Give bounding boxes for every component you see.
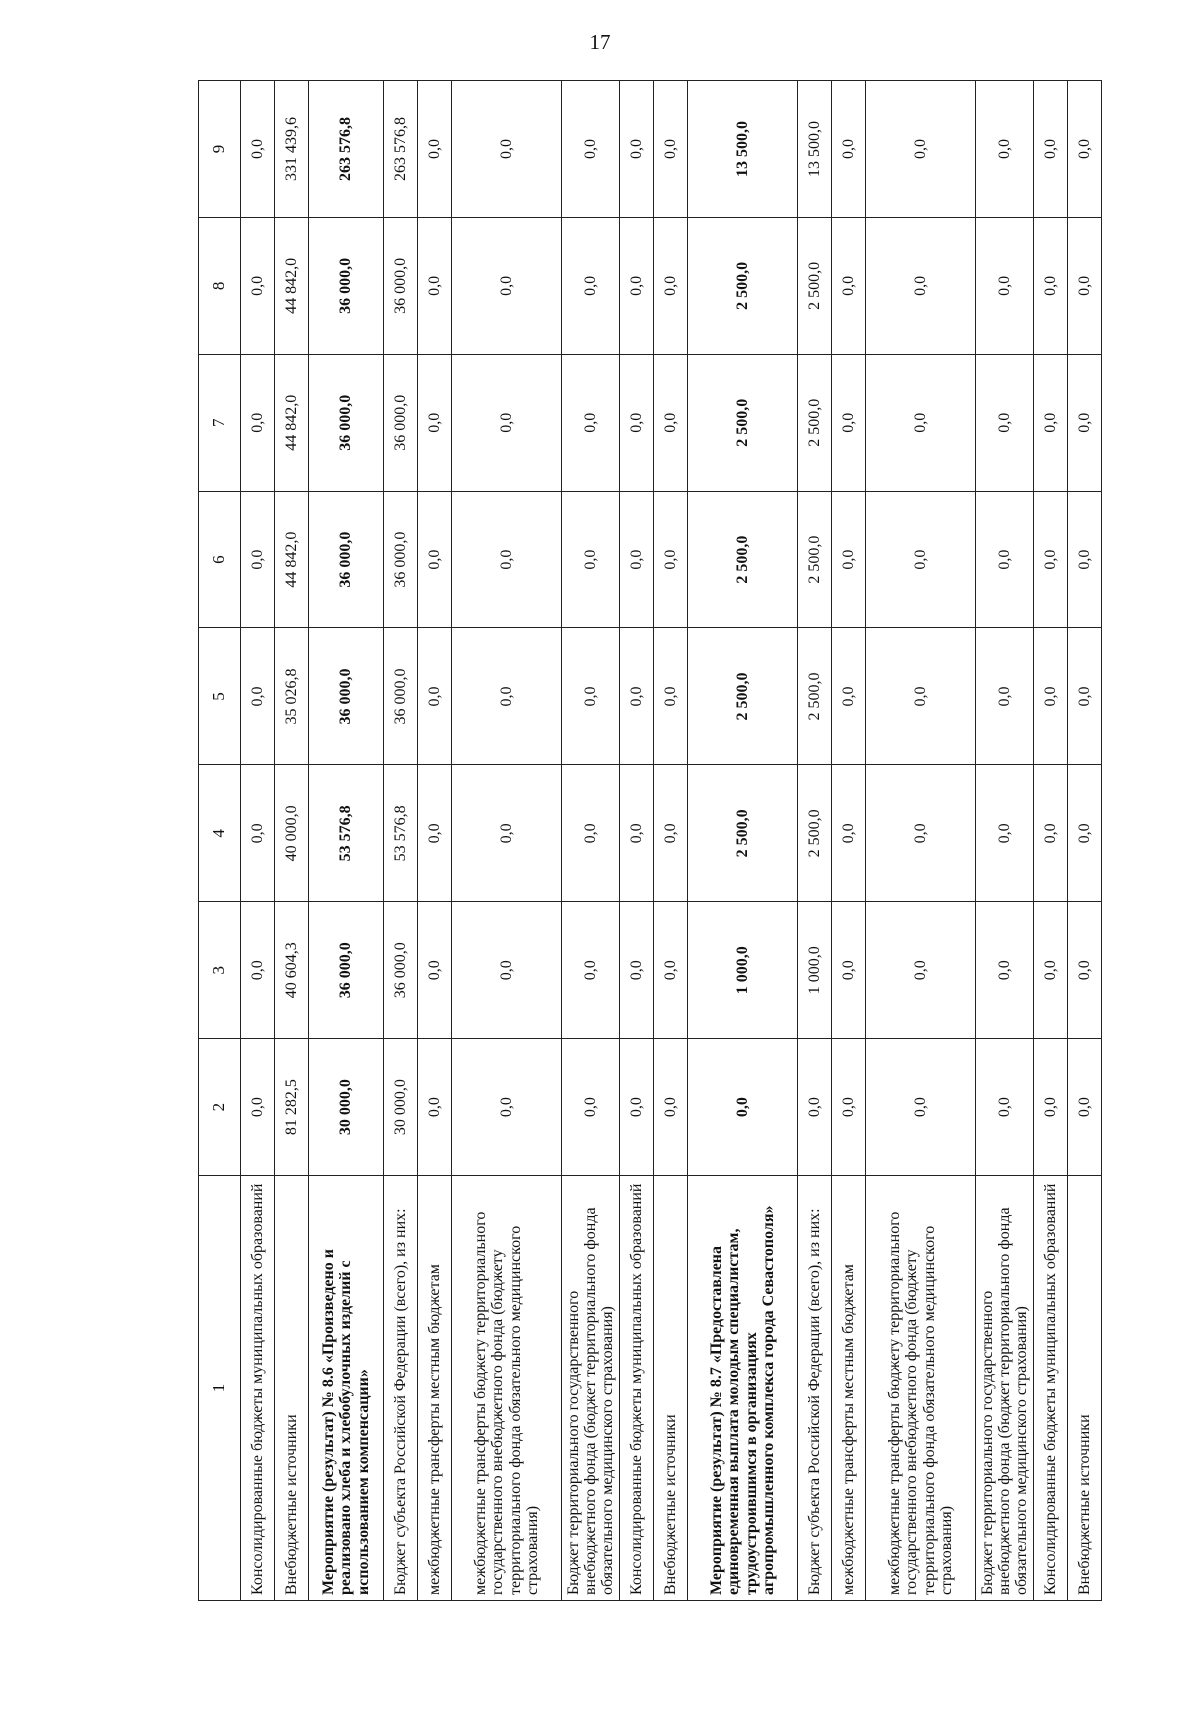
value-cell: 2 500,0	[688, 491, 798, 628]
value-cell: 0,0	[620, 902, 654, 1039]
table-row	[688, 81, 798, 1601]
page-number: 17	[589, 30, 611, 54]
value-cell: 36 000,0	[384, 628, 418, 765]
value-cell: 0,0	[562, 765, 620, 902]
value-cell: 0,0	[562, 1039, 620, 1176]
table-row	[1068, 81, 1102, 1601]
value-cell: 263 576,8	[384, 81, 418, 218]
column-header: 8	[199, 217, 241, 354]
row-label: Мероприятие (результат) № 8.7 «Предоставлена единовременная выплата молодым специалистам, трудоустроившимся в организациях агропромышленного комплекса города Севастополя»	[688, 1176, 798, 1601]
value-cell: 0,0	[452, 354, 562, 491]
value-cell: 0,0	[1068, 354, 1102, 491]
value-cell: 0,0	[452, 628, 562, 765]
row-label: межбюджетные трансферты бюджету территориального государственного внебюджетного фонда (бюджету территориального фонда обязательного медицинского страхования)	[452, 1176, 562, 1601]
value-cell: 0,0	[241, 628, 275, 765]
value-cell: 36 000,0	[384, 491, 418, 628]
value-cell: 0,0	[562, 354, 620, 491]
value-cell: 0,0	[1034, 765, 1068, 902]
value-cell: 0,0	[866, 354, 976, 491]
budget-table	[198, 80, 1102, 1601]
row-label: Бюджет территориального государственного внебюджетного фонда (бюджет территориального фонда обязательного медицинского страхования)	[976, 1176, 1034, 1601]
column-header: 1	[199, 1176, 241, 1601]
value-cell: 0,0	[654, 217, 688, 354]
value-cell: 44 842,0	[275, 354, 309, 491]
value-cell: 36 000,0	[309, 902, 384, 1039]
value-cell: 0,0	[452, 1039, 562, 1176]
value-cell: 0,0	[654, 765, 688, 902]
table-row	[275, 81, 309, 1601]
value-cell: 0,0	[654, 628, 688, 765]
value-cell: 36 000,0	[384, 217, 418, 354]
value-cell: 35 026,8	[275, 628, 309, 765]
value-cell: 0,0	[241, 354, 275, 491]
value-cell: 0,0	[418, 354, 452, 491]
value-cell: 0,0	[241, 765, 275, 902]
row-label: межбюджетные трансферты местным бюджетам	[832, 1176, 866, 1601]
value-cell: 0,0	[866, 217, 976, 354]
value-cell: 1 000,0	[798, 902, 832, 1039]
value-cell: 0,0	[620, 1039, 654, 1176]
table-body	[241, 81, 1102, 1601]
value-cell: 2 500,0	[798, 491, 832, 628]
value-cell: 0,0	[1034, 81, 1068, 218]
row-label: Мероприятие (результат) № 8.6 «Произведено и реализовано хлеба и хлебобулочных изделий с использованием компенсации»	[309, 1176, 384, 1601]
value-cell: 2 500,0	[688, 765, 798, 902]
value-cell: 0,0	[620, 765, 654, 902]
value-cell: 0,0	[1068, 902, 1102, 1039]
row-label: Консолидированные бюджеты муниципальных образований	[241, 1176, 275, 1601]
value-cell: 36 000,0	[309, 354, 384, 491]
value-cell: 0,0	[241, 1039, 275, 1176]
value-cell: 36 000,0	[309, 217, 384, 354]
column-header: 9	[199, 81, 241, 218]
value-cell: 0,0	[452, 902, 562, 1039]
value-cell: 0,0	[620, 491, 654, 628]
value-cell: 0,0	[418, 765, 452, 902]
value-cell: 36 000,0	[309, 491, 384, 628]
table-row	[241, 81, 275, 1601]
value-cell: 53 576,8	[384, 765, 418, 902]
value-cell: 0,0	[1068, 765, 1102, 902]
table-row	[418, 81, 452, 1601]
row-label: Консолидированные бюджеты муниципальных образований	[620, 1176, 654, 1601]
value-cell: 0,0	[418, 628, 452, 765]
value-cell: 0,0	[620, 628, 654, 765]
value-cell: 0,0	[241, 902, 275, 1039]
value-cell: 0,0	[832, 765, 866, 902]
row-label: межбюджетные трансферты бюджету территориального государственного внебюджетного фонда (бюджету территориального фонда обязательного медицинского страхования)	[866, 1176, 976, 1601]
value-cell: 0,0	[418, 81, 452, 218]
table-row	[384, 81, 418, 1601]
value-cell: 0,0	[832, 491, 866, 628]
value-cell: 0,0	[620, 354, 654, 491]
column-header: 5	[199, 628, 241, 765]
value-cell: 0,0	[832, 1039, 866, 1176]
value-cell: 0,0	[654, 354, 688, 491]
table-row	[620, 81, 654, 1601]
value-cell: 0,0	[1034, 354, 1068, 491]
value-cell: 0,0	[562, 491, 620, 628]
column-header: 6	[199, 491, 241, 628]
value-cell: 331 439,6	[275, 81, 309, 218]
value-cell: 40 000,0	[275, 765, 309, 902]
value-cell: 0,0	[418, 1039, 452, 1176]
value-cell: 0,0	[1034, 1039, 1068, 1176]
value-cell: 0,0	[976, 217, 1034, 354]
row-label: Бюджет субъекта Российской Федерации (всего), из них:	[798, 1176, 832, 1601]
value-cell: 0,0	[418, 902, 452, 1039]
table-row	[562, 81, 620, 1601]
table-row	[309, 81, 384, 1601]
table-row	[832, 81, 866, 1601]
value-cell: 0,0	[654, 81, 688, 218]
value-cell: 0,0	[866, 1039, 976, 1176]
table-row	[1034, 81, 1068, 1601]
value-cell: 0,0	[866, 765, 976, 902]
value-cell: 0,0	[798, 1039, 832, 1176]
value-cell: 0,0	[654, 902, 688, 1039]
value-cell: 0,0	[452, 491, 562, 628]
value-cell: 2 500,0	[688, 628, 798, 765]
value-cell: 0,0	[452, 765, 562, 902]
value-cell: 0,0	[976, 902, 1034, 1039]
row-label: межбюджетные трансферты местным бюджетам	[418, 1176, 452, 1601]
value-cell: 36 000,0	[309, 628, 384, 765]
value-cell: 0,0	[452, 217, 562, 354]
value-cell: 30 000,0	[309, 1039, 384, 1176]
value-cell: 0,0	[241, 81, 275, 218]
value-cell: 2 500,0	[798, 354, 832, 491]
value-cell: 0,0	[562, 81, 620, 218]
value-cell: 0,0	[562, 628, 620, 765]
value-cell: 0,0	[866, 81, 976, 218]
table-row	[976, 81, 1034, 1601]
value-cell: 0,0	[1034, 491, 1068, 628]
value-cell: 0,0	[241, 491, 275, 628]
value-cell: 0,0	[976, 765, 1034, 902]
value-cell: 44 842,0	[275, 217, 309, 354]
table-row	[866, 81, 976, 1601]
value-cell: 0,0	[654, 491, 688, 628]
value-cell: 263 576,8	[309, 81, 384, 218]
value-cell: 0,0	[1068, 217, 1102, 354]
value-cell: 53 576,8	[309, 765, 384, 902]
value-cell: 30 000,0	[384, 1039, 418, 1176]
value-cell: 0,0	[832, 81, 866, 218]
value-cell: 36 000,0	[384, 902, 418, 1039]
value-cell: 13 500,0	[688, 81, 798, 218]
value-cell: 0,0	[866, 491, 976, 628]
value-cell: 0,0	[832, 902, 866, 1039]
value-cell: 0,0	[562, 217, 620, 354]
value-cell: 0,0	[620, 217, 654, 354]
value-cell: 0,0	[562, 902, 620, 1039]
row-label: Бюджет территориального государственного внебюджетного фонда (бюджет территориального фонда обязательного медицинского страхования)	[562, 1176, 620, 1601]
value-cell: 0,0	[418, 217, 452, 354]
value-cell: 0,0	[832, 628, 866, 765]
value-cell: 0,0	[1034, 628, 1068, 765]
value-cell: 0,0	[866, 902, 976, 1039]
value-cell: 0,0	[976, 354, 1034, 491]
value-cell: 0,0	[1068, 628, 1102, 765]
value-cell: 0,0	[1034, 217, 1068, 354]
value-cell: 0,0	[832, 354, 866, 491]
row-label: Внебюджетные источники	[1068, 1176, 1102, 1601]
value-cell: 0,0	[1068, 491, 1102, 628]
table-row	[654, 81, 688, 1601]
value-cell: 81 282,5	[275, 1039, 309, 1176]
table-row	[452, 81, 562, 1601]
value-cell: 0,0	[1068, 1039, 1102, 1176]
value-cell: 2 500,0	[798, 765, 832, 902]
row-label: Внебюджетные источники	[654, 1176, 688, 1601]
column-header: 4	[199, 765, 241, 902]
value-cell: 44 842,0	[275, 491, 309, 628]
value-cell: 13 500,0	[798, 81, 832, 218]
rotated-table-container	[198, 81, 1093, 1601]
value-cell: 0,0	[654, 1039, 688, 1176]
value-cell: 1 000,0	[688, 902, 798, 1039]
value-cell: 0,0	[976, 628, 1034, 765]
row-label: Бюджет субъекта Российской Федерации (всего), из них:	[384, 1176, 418, 1601]
column-header: 3	[199, 902, 241, 1039]
value-cell: 0,0	[1068, 81, 1102, 218]
value-cell: 2 500,0	[688, 217, 798, 354]
table-row	[798, 81, 832, 1601]
value-cell: 0,0	[832, 217, 866, 354]
row-label: Консолидированные бюджеты муниципальных образований	[1034, 1176, 1068, 1601]
column-header: 2	[199, 1039, 241, 1176]
value-cell: 0,0	[688, 1039, 798, 1176]
value-cell: 0,0	[452, 81, 562, 218]
row-label: Внебюджетные источники	[275, 1176, 309, 1601]
value-cell: 2 500,0	[798, 217, 832, 354]
value-cell: 0,0	[976, 1039, 1034, 1176]
value-cell: 36 000,0	[384, 354, 418, 491]
value-cell: 0,0	[1034, 902, 1068, 1039]
value-cell: 0,0	[620, 81, 654, 218]
value-cell: 0,0	[418, 491, 452, 628]
value-cell: 0,0	[241, 217, 275, 354]
value-cell: 0,0	[976, 81, 1034, 218]
value-cell: 2 500,0	[798, 628, 832, 765]
column-header: 7	[199, 354, 241, 491]
value-cell: 40 604,3	[275, 902, 309, 1039]
value-cell: 0,0	[866, 628, 976, 765]
value-cell: 0,0	[976, 491, 1034, 628]
value-cell: 2 500,0	[688, 354, 798, 491]
table-header-row	[199, 81, 241, 1601]
